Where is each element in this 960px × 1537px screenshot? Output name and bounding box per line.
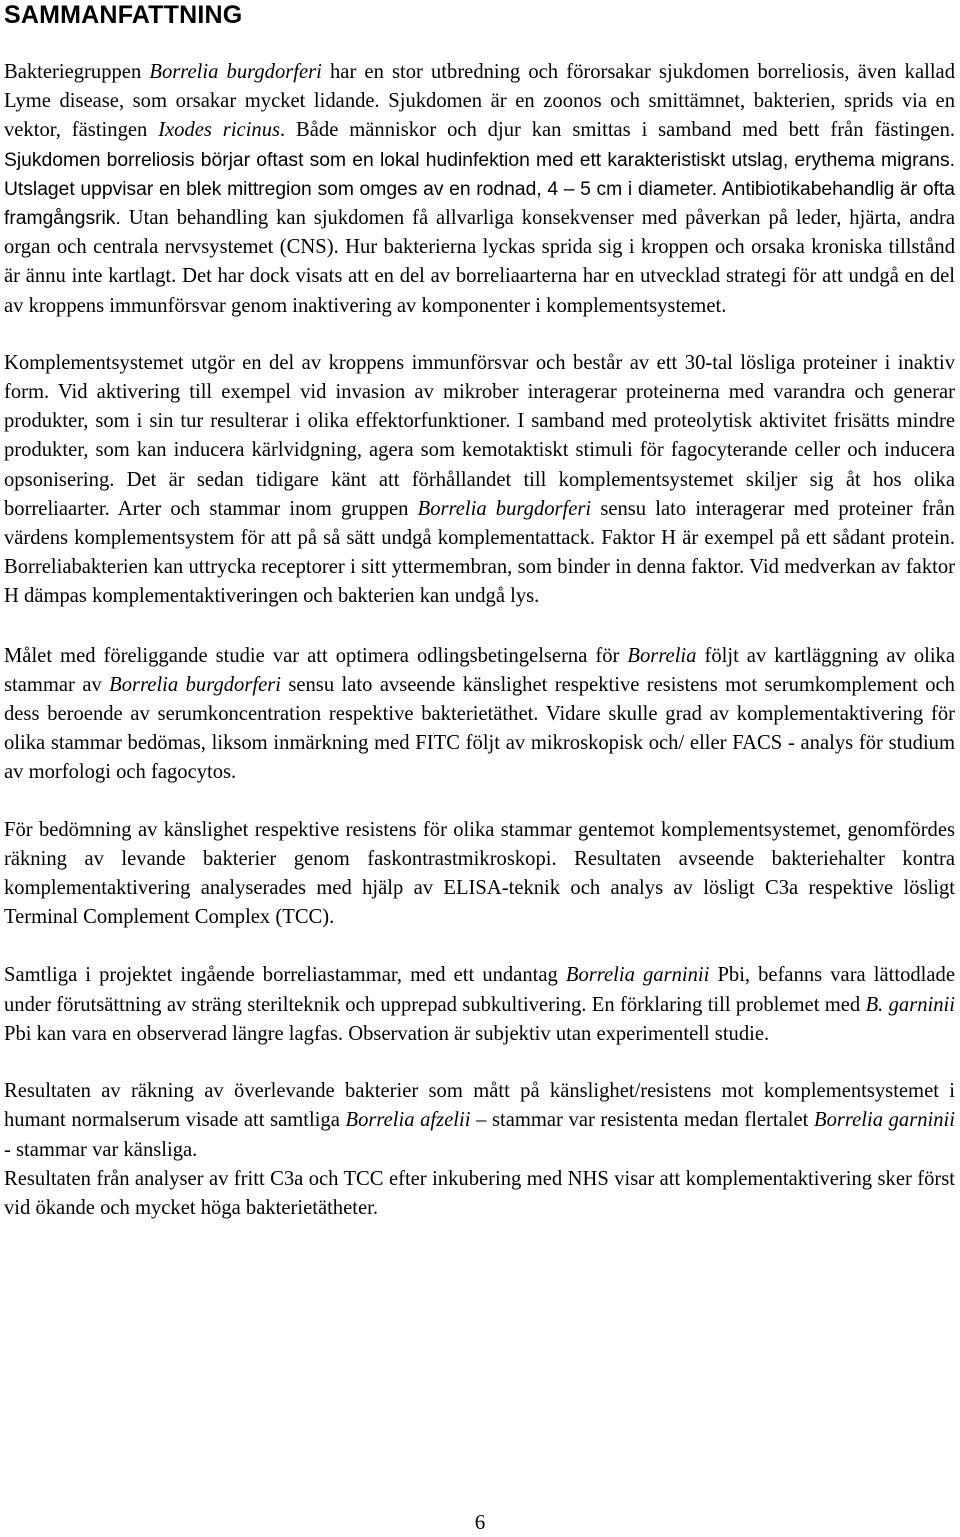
text-run: har en stor utbredning och förorsakar sjukdomen borreliosis, även kallad Lyme disease, som orsakar mycket lidande. Sjukdomen är en zoonos och smittämnet, bakterien, sprids via en vektor, fästingen [4, 61, 955, 142]
paragraph-intro [4, 58, 955, 321]
text-run: Pbi, befanns vara lättodlade under förutsättning av sträng sterilteknik och upprepad subkultivering. En förklaring till problemet med [4, 964, 955, 1016]
species-name: Borrelia afzelii [345, 1109, 471, 1132]
paragraph-methods [4, 816, 955, 933]
text-run: . Både människor och djur kan smittas i samband med bett från fästingen. [280, 119, 956, 142]
species-name: Borrelia garninii [565, 964, 710, 987]
text-run: Resultaten från analyser av fritt C3a och TCC efter inkubering med NHS visar att komplementaktivering sker först vid ökande och mycket höga bakterietätheter. [4, 1167, 955, 1219]
text-run: Komplementsystemet utgör en del av kroppens immunförsvar och består av ett 30-tal lösliga proteiner i inaktiv form. Vid aktivering till exempel vid invasion av mikrober interagerar proteinerna med varandra och generar produkter, som i sin tur resulterar i olika effektorfunktioner. I samband med proteolytisk aktivitet frisätts mindre produkter, som kan inducera kärlvidgning, agera som kemotaktiskt stimuli för fagocyterande celler och inducera opsonisering. Det är sedan tidigare känt att förhållandet till komplementsystemet skiljer sig åt hos olika borreliaarter. Arter och stammar inom gruppen [4, 351, 955, 520]
text-run: Utan behandling kan sjukdomen få allvarliga konsekvenser med påverkan på leder, hjärta, andra organ och centrala nervsystemet (CNS). Hur bakterierna lyckas sprida sig i kroppen och orsaka kroniska tillstånd är ännu inte kartlagt. Det har dock visats att en del av borreliaarterna har en utvecklad strategi för att undgå en del av kroppens immunförsvar genom inaktivering av komponenter i komplementsystemet. [4, 207, 955, 317]
species-name: B. garninii [865, 993, 956, 1016]
species-name: Borrelia burgdorferi [417, 497, 592, 520]
text-run: sensu lato avseende känslighet respektive resistens mot serumkomplement och dess beroende av serumkoncentration respektive bakterietäthet. Vidare skulle grad av komplementaktivering för olika stammar bedömas, liksom inmärkning med FITC följt av mikroskopisk och/ eller FACS - analys för studium av morfologi och fagocytos. [4, 673, 955, 784]
text-run: Samtliga i projektet ingående borreliastammar, med ett undantag [4, 964, 566, 987]
species-name: Ixodes ricinus [158, 119, 281, 142]
text-run: - stammar var känsliga. [4, 1138, 198, 1161]
document-body [4, 58, 955, 1223]
paragraph-cultivation [4, 961, 955, 1049]
text-run: För bedömning av känslighet respektive resistens för olika stammar gentemot komplementsystemet, genomfördes räkning av levande bakterier genom faskontrastmikroskopi. Resultaten avseende bakteriehalter kontra komplementaktivering analyserades med hjälp av ELISA-teknik och analys av lösligt C3a respektive lösligt Terminal Complement Complex (TCC). [4, 818, 955, 929]
text-run-sans: Sjukdomen borreliosis börjar oftast som en lokal hudinfektion med ett karakteristiskt utslag, erythema migrans. Utslaget uppvisar en blek mittregion som omges av en rodnad, 4 – 5 cm i diameter. Antibiotikabehandlig är ofta framgångsrik. [4, 149, 955, 230]
page-title: SAMMANFATTNING [4, 1, 243, 29]
page-number: 6 [474, 1510, 486, 1534]
text-run: Pbi kan vara en observerad längre lagfas. Observation är subjektiv utan experimentell studie. [4, 1022, 770, 1045]
species-name: Borrelia burgdorferi [109, 673, 281, 696]
species-name: Borrelia burgdorferi [149, 61, 322, 83]
text-run: Resultaten av räkning av överlevande bakterier som mått på känslighet/resistens mot komplementsystemet i humant normalserum visade att samtliga [4, 1080, 955, 1132]
paragraph-results-counting [4, 1077, 955, 1165]
text-run: – stammar var resistenta medan flertalet [470, 1109, 814, 1132]
text-run: följt av kartläggning av olika stammar av [4, 644, 955, 696]
species-name: Borrelia garninii [813, 1109, 955, 1132]
text-run: sensu lato interagerar med proteiner från värdens komplementsystem för att på så sätt undgå komplementattack. Faktor H är exempel på ett sådant protein. Borreliabakterien kan uttrycka receptorer i sitt yttermembran, som binder in denna faktor. Vid medverkan av faktor H dämpas komplementaktiveringen och bakterien kan undgå lys. [4, 497, 955, 608]
species-name: Borrelia [627, 644, 697, 667]
text-run: Målet med föreliggande studie var att optimera odlingsbetingelserna för [4, 644, 628, 667]
text-run: Bakteriegruppen [4, 61, 150, 83]
paragraph-results-c3a-tcc [4, 1165, 955, 1223]
paragraph-complement-system [4, 349, 955, 612]
paragraph-aim [4, 642, 955, 788]
